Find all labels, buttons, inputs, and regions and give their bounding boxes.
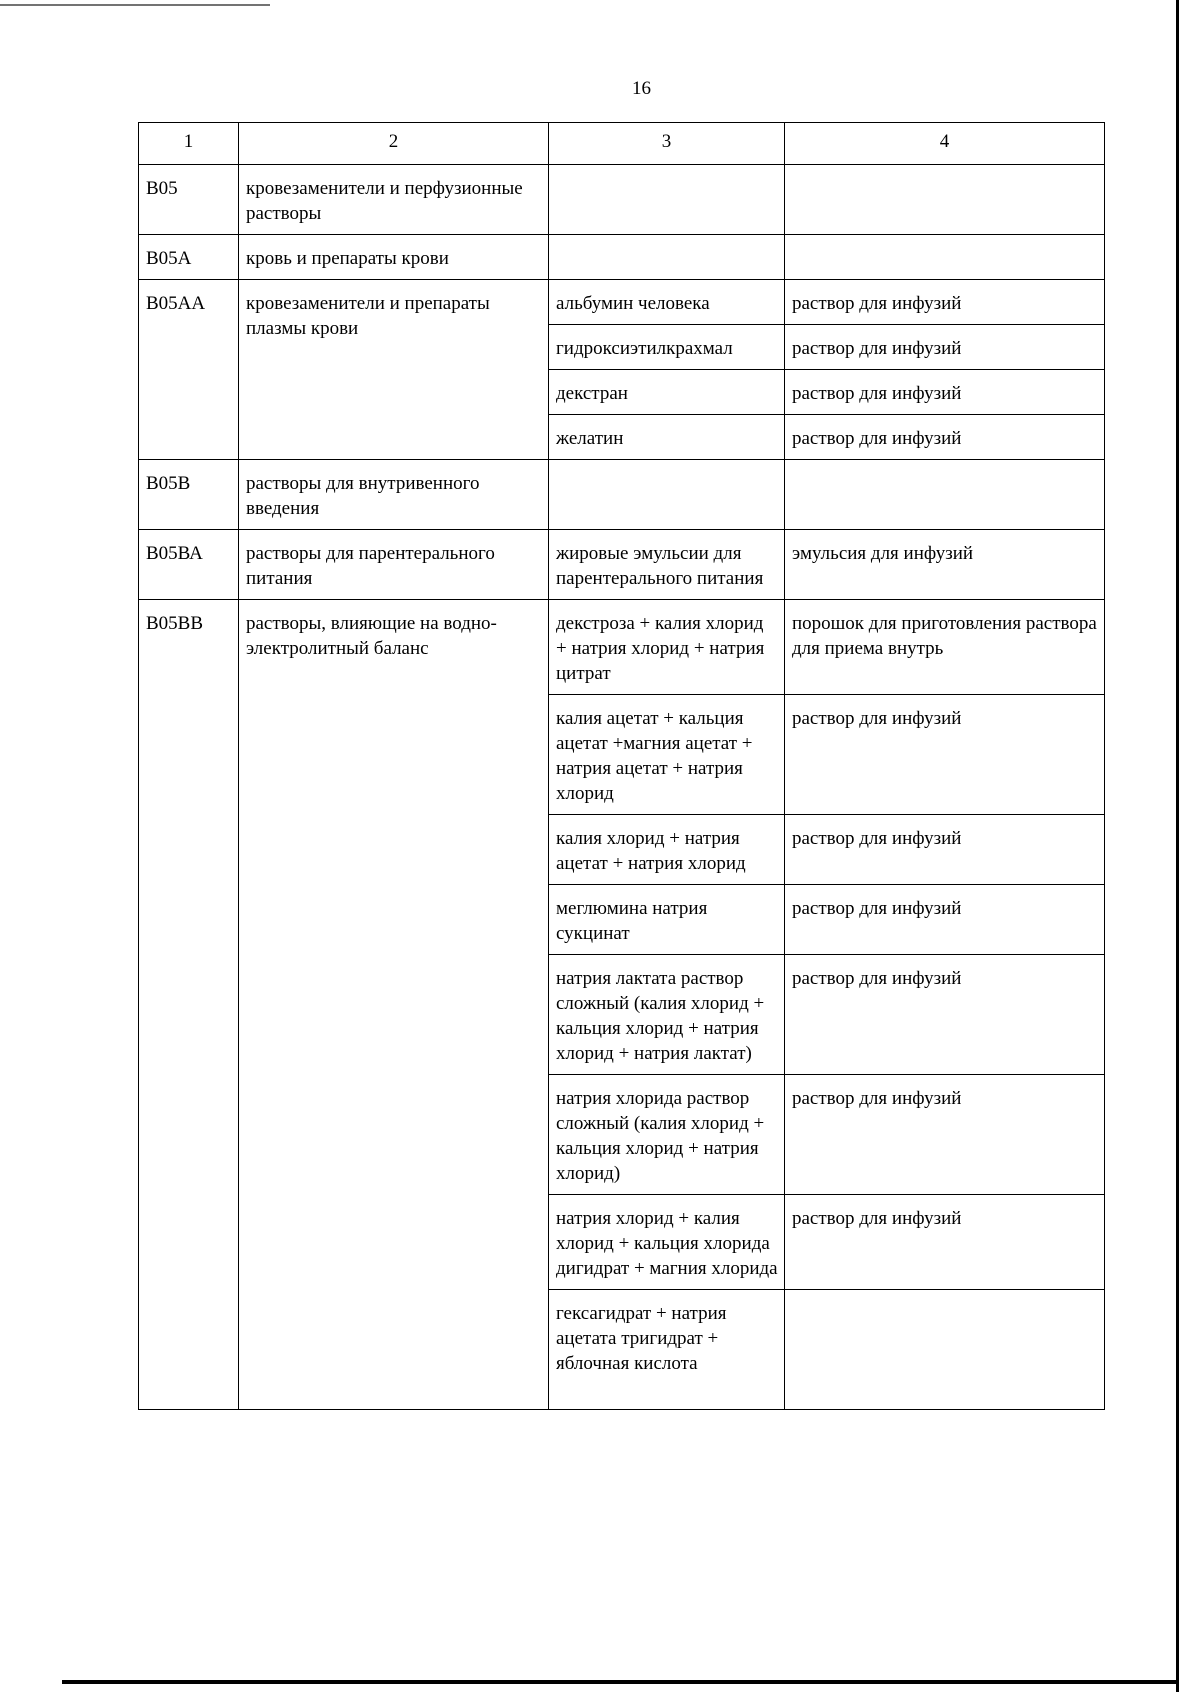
scan-artifact-bottom (62, 1680, 1176, 1684)
scan-artifact-right (1176, 0, 1179, 1692)
atc-code: В05В (139, 460, 239, 530)
table-row (139, 235, 1105, 280)
dosage-form (785, 1290, 1105, 1410)
page-number: 16 (632, 78, 651, 99)
substance (549, 460, 785, 530)
substance: калия хлорид + натрия ацетат + натрия хлорид (549, 815, 785, 885)
table-row (139, 165, 1105, 235)
dosage-form: раствор для инфузий (785, 695, 1105, 815)
group-name: растворы для внутривенного введения (239, 460, 549, 530)
substance: декстроза + калия хлорид + натрия хлорид + натрия цитрат (549, 600, 785, 695)
column-header: 1 (139, 123, 239, 165)
scan-artifact-top (0, 4, 270, 6)
table-header-row (139, 123, 1105, 165)
dosage-form: раствор для инфузий (785, 370, 1105, 415)
atc-code: В05АА (139, 280, 239, 460)
substance: гидроксиэтилкрахмал (549, 325, 785, 370)
group-name: растворы, влияющие на водно-электролитный баланс (239, 600, 549, 1410)
column-header: 4 (785, 123, 1105, 165)
atc-code: В05А (139, 235, 239, 280)
substance: жировые эмульсии для парентерального питания (549, 530, 785, 600)
group-name: кровь и препараты крови (239, 235, 549, 280)
dosage-form: порошок для приготовления раствора для приема внутрь (785, 600, 1105, 695)
dosage-form: раствор для инфузий (785, 815, 1105, 885)
dosage-form: эмульсия для инфузий (785, 530, 1105, 600)
dosage-form: раствор для инфузий (785, 325, 1105, 370)
dosage-form (785, 235, 1105, 280)
table-row (139, 530, 1105, 600)
dosage-form: раствор для инфузий (785, 1195, 1105, 1290)
group-name: растворы для парентерального питания (239, 530, 549, 600)
dosage-form: раствор для инфузий (785, 885, 1105, 955)
atc-code: В05ВА (139, 530, 239, 600)
substance: декстран (549, 370, 785, 415)
substance: гексагидрат + натрия ацетата тригидрат + яблочная кислота (549, 1290, 785, 1410)
table-row (139, 600, 1105, 695)
table-row (139, 460, 1105, 530)
dosage-form (785, 460, 1105, 530)
dosage-form: раствор для инфузий (785, 1075, 1105, 1195)
substance: натрия хлорид + калия хлорид + кальция хлорида дигидрат + магния хлорида (549, 1195, 785, 1290)
substance (549, 165, 785, 235)
group-name: кровезаменители и перфузионные растворы (239, 165, 549, 235)
dosage-form (785, 165, 1105, 235)
substance: желатин (549, 415, 785, 460)
column-header: 3 (549, 123, 785, 165)
dosage-form: раствор для инфузий (785, 280, 1105, 325)
table-row (139, 280, 1105, 325)
drug-table (138, 122, 1105, 1410)
substance: натрия хлорида раствор сложный (калия хлорид + кальция хлорид + натрия хлорид) (549, 1075, 785, 1195)
dosage-form: раствор для инфузий (785, 415, 1105, 460)
atc-code: В05ВВ (139, 600, 239, 1410)
substance: альбумин человека (549, 280, 785, 325)
substance: меглюмина натрия сукцинат (549, 885, 785, 955)
column-header: 2 (239, 123, 549, 165)
substance: натрия лактата раствор сложный (калия хлорид + кальция хлорид + натрия хлорид + натрия лактат) (549, 955, 785, 1075)
substance: калия ацетат + кальция ацетат +магния ацетат + натрия ацетат + натрия хлорид (549, 695, 785, 815)
group-name: кровезаменители и препараты плазмы крови (239, 280, 549, 460)
substance (549, 235, 785, 280)
atc-code: В05 (139, 165, 239, 235)
dosage-form: раствор для инфузий (785, 955, 1105, 1075)
